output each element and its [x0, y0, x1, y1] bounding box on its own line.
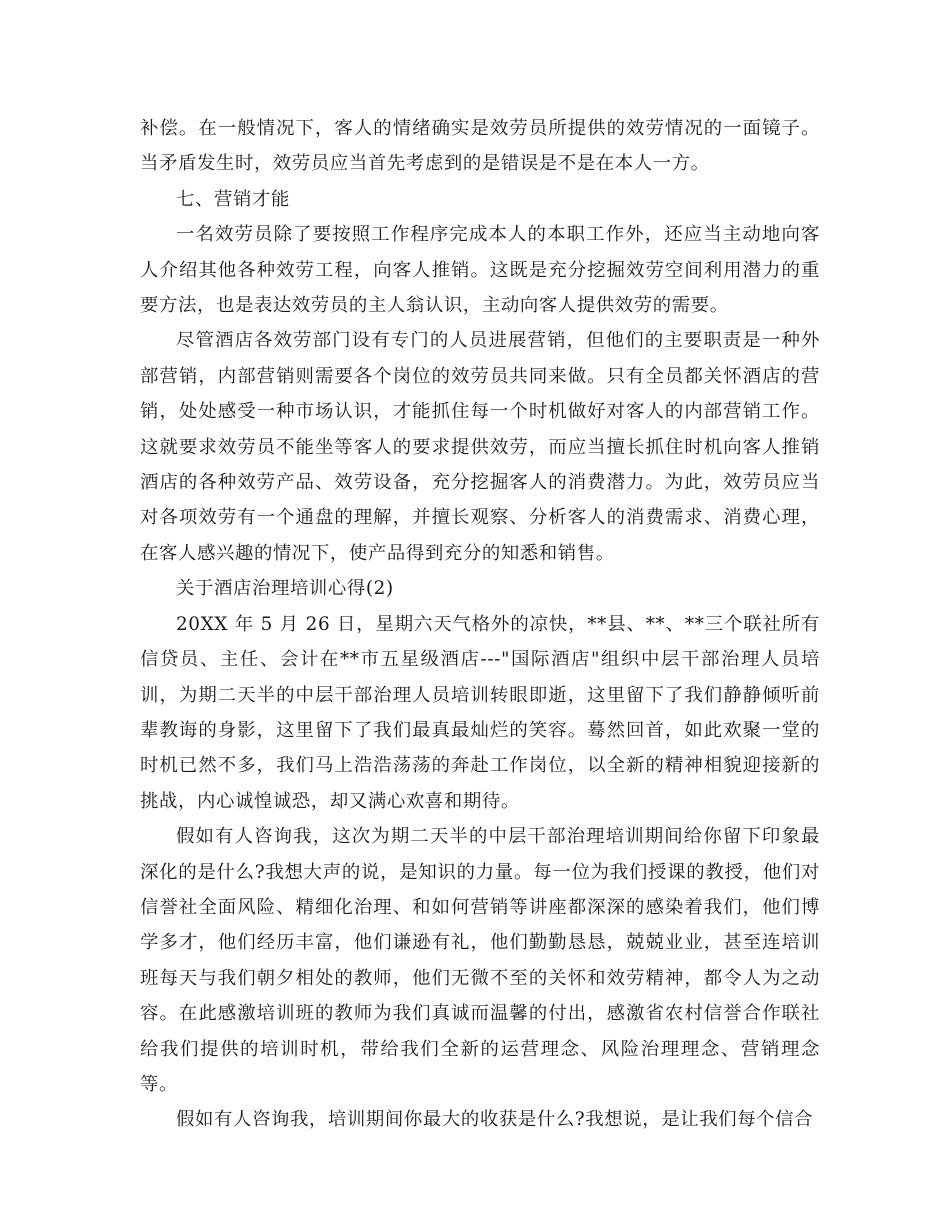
paragraph: 尽管酒店各效劳部门设有专门的人员进展营销，但他们的主要职责是一种外部营销，内部营销则需要各个岗位的效劳员共同来做。只有全员都关怀酒店的营销，处处感受一种市场认识，才能抓住每一个时机做好对客人的内部营销工作。这就要求效劳员不能坐等客人的要求提供效劳，而应当擅长抓住时机向客人推销酒店的各种效劳产品、效劳设备，充分挖掘客人的消费潜力。为此，效劳员应当对各项效劳有一个通盘的理解，并擅长观察、分析客人的消费需求、消费心理，在客人感兴趣的情况下，使产品得到充分的知悉和销售。 [140, 330, 820, 564]
paragraph: 20XX 年 5 月 26 日，星期六天气格外的凉快，**县、**、**三个联社所有信贷员、主任、会计在**市五星级酒店---"国际酒店"组织中层干部治理人员培训，为期二天半的中层干部治理人员培训转眼即逝，这里留下了我们静静倾听前辈教诲的身影，这里留下了我们最真最灿烂的笑容。蓦然回首，如此欢聚一堂的时机已然不多，我们马上浩浩荡荡的奔赴工作岗位，以全新的精神相貌迎接新的挑战，内心诚惶诚恐，却又满心欢喜和期待。 [140, 613, 820, 812]
paragraph: 一名效劳员除了要按照工作程序完成本人的本职工作外，还应当主动地向客人介绍其他各种效劳工程，向客人推销。这既是充分挖掘效劳空间利用潜力的重要方法，也是表达效劳员的主人翁认识，主动向客人提供效劳的需要。 [140, 224, 820, 317]
paragraph: 假如有人咨询我，培训期间你最大的收获是什么?我想说，是让我们每个信合 [176, 1109, 814, 1131]
article-title: 关于酒店治理培训心得(2) [176, 578, 394, 600]
paragraph: 假如有人咨询我，这次为期二天半的中层干部治理培训期间给你留下印象最深化的是什么?我想大声的说，是知识的力量。每一位为我们授课的教授，他们对信誉社全面风险、精细化治理、和如何营销等讲座都深深的感染着我们，他们博学多才，他们经历丰富，他们谦逊有礼，他们勤勤恳恳，兢兢业业，甚至连培训班每天与我们朝夕相处的教师，他们无微不至的关怀和效劳精神，都令人为之动容。在此感激培训班的教师为我们真诚而温馨的付出，感激省农村信誉合作联社给我们提供的培训时机，带给我们全新的运营理念、风险治理理念、营销理念等。 [140, 826, 820, 1095]
section-heading-marketing: 七、营销才能 [176, 188, 290, 210]
document-body [140, 111, 820, 1138]
paragraph-continued: 补偿。在一般情况下，客人的情绪确实是效劳员所提供的效劳情况的一面镜子。当矛盾发生时，效劳员应当首先考虑到的是错误是不是在本人一方。 [140, 118, 820, 175]
